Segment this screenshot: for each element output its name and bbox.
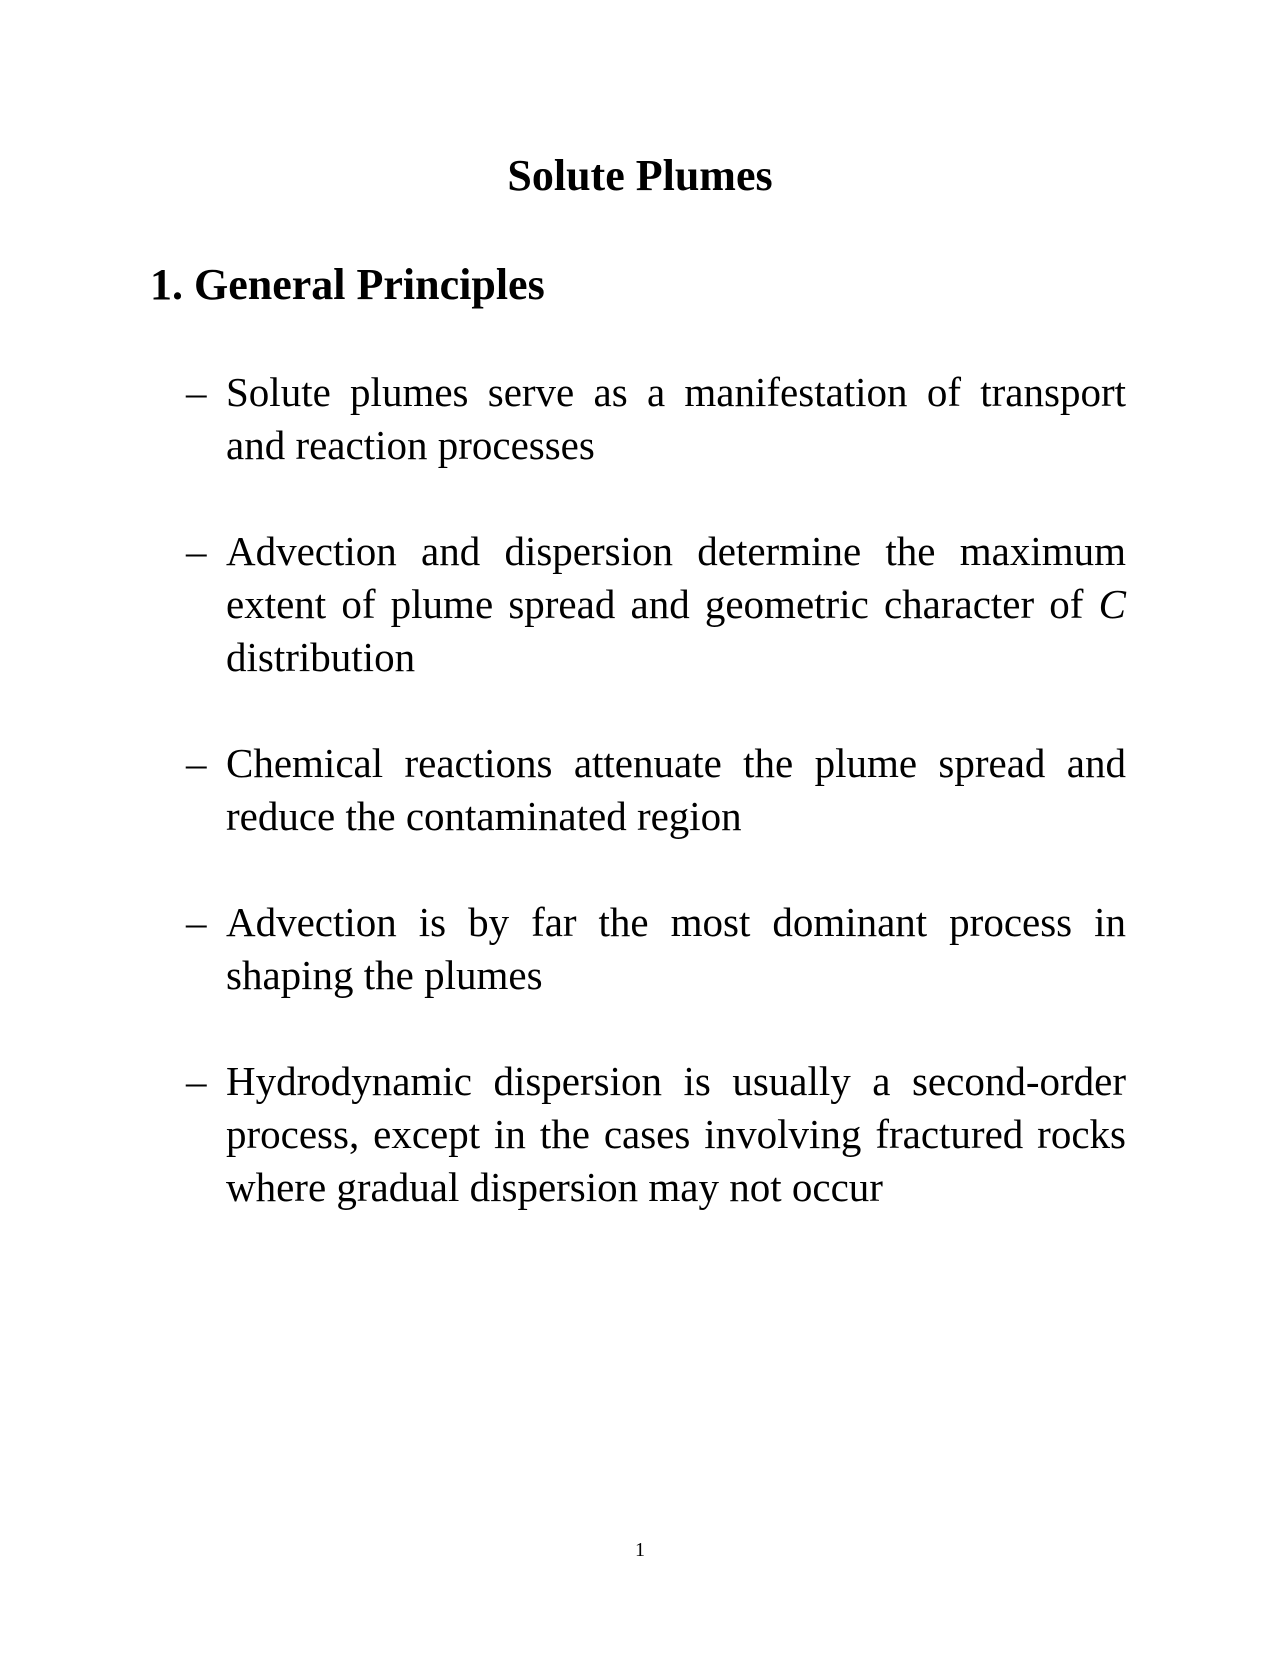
dash-marker: – (186, 899, 207, 945)
bullet-item (186, 1055, 1126, 1214)
bullet-text: Solute plumes serve as a manifestation of transport and reaction processes (226, 369, 1126, 468)
dash-marker: – (186, 740, 207, 786)
italic-variable: C (1098, 581, 1126, 627)
bullet-text: Hydrodynamic dispersion is usually a second-order process, except in the cases involving fractured rocks where gradual dispersion may not occur (226, 1058, 1126, 1210)
bullet-item (186, 525, 1126, 684)
bullet-text: Chemical reactions attenuate the plume spread and reduce the contaminated region (226, 740, 1126, 839)
bullet-list (186, 366, 1126, 1267)
bullet-text: Advection is by far the most dominant process in shaping the plumes (226, 899, 1126, 998)
bullet-text-continued: distribution (226, 634, 416, 680)
bullet-item (186, 896, 1126, 1002)
bullet-item (186, 737, 1126, 843)
section-heading: 1. General Principles (150, 260, 545, 309)
bullet-text: Advection and dispersion determine the maximum extent of plume spread and geometric character of (226, 528, 1126, 627)
dash-marker: – (186, 369, 207, 415)
dash-marker: – (186, 528, 207, 574)
page-title: Solute Plumes (507, 151, 773, 200)
page-number: 1 (635, 1539, 645, 1561)
dash-marker: – (186, 1058, 207, 1104)
bullet-item (186, 366, 1126, 472)
